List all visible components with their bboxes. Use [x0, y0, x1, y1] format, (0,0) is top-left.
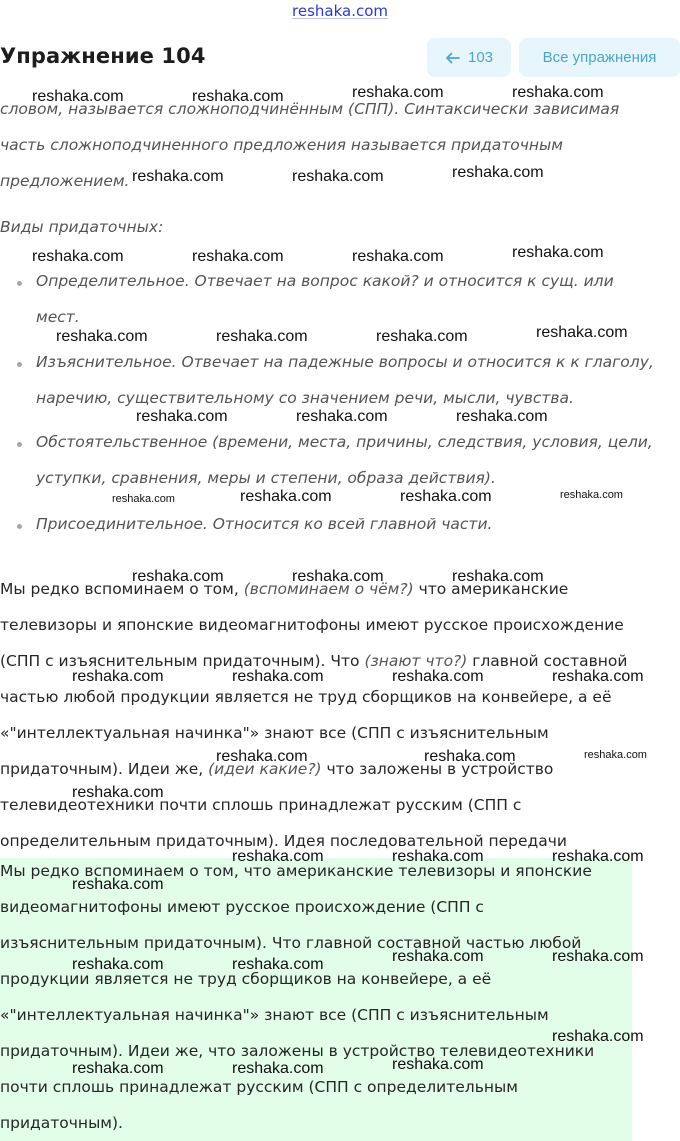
watermark: reshaka.com [136, 408, 228, 425]
watermark: reshaka.com [392, 1056, 484, 1073]
theory-line: часть сложноподчиненного предложения называется придаточным [0, 136, 563, 154]
watermark: reshaka.com [192, 88, 284, 105]
watermark: reshaka.com [352, 248, 444, 265]
watermark: reshaka.com [232, 956, 324, 973]
theory-subheading: Виды придаточных: [0, 218, 164, 236]
watermark: reshaka.com [352, 84, 444, 101]
analysis-line: «"интеллектуальная начинка"» знают все (СПП с изъяснительным [0, 724, 549, 742]
site-link[interactable]: reshaka.com [292, 2, 388, 20]
watermark: reshaka.com [512, 84, 604, 101]
answer-line: Мы редко вспоминаем о том, что американские телевизоры и японские [0, 862, 592, 880]
watermark: reshaka.com [216, 328, 308, 345]
prev-exercise-button[interactable] [427, 38, 511, 77]
list-item: Обстоятельственное (времени, места, причины, следствия, условия, цели, [36, 433, 653, 451]
watermark: reshaka.com [292, 568, 384, 585]
watermark: reshaka.com [292, 168, 384, 185]
answer-line: видеомагнитофоны имеют русское происхождение (СПП с [0, 898, 484, 916]
analysis-line: частью любой продукции является не труд сборщиков на конвейере, а её [0, 688, 612, 706]
analysis-line: определительным придаточным). Идея последовательной передачи [0, 832, 567, 850]
watermark: reshaka.com [232, 1060, 324, 1077]
list-item: Присоединительное. Относится ко всей главной части. [36, 515, 493, 533]
watermark: reshaka.com [72, 784, 164, 801]
watermark: reshaka.com [392, 668, 484, 685]
watermark: reshaka.com [72, 956, 164, 973]
watermark: reshaka.com [424, 748, 516, 765]
watermark: reshaka.com [132, 568, 224, 585]
watermark: reshaka.com [32, 248, 124, 265]
watermark: reshaka.com [376, 328, 468, 345]
theory-line: предложением. [0, 172, 130, 190]
watermark: reshaka.com [216, 748, 308, 765]
list-bullet [17, 362, 22, 367]
watermark: reshaka.com [452, 568, 544, 585]
watermark: reshaka.com [452, 164, 544, 181]
page-title: Упражнение 104 [0, 44, 206, 68]
watermark: reshaka.com [456, 408, 548, 425]
list-bullet [17, 442, 22, 447]
list-bullet [17, 524, 22, 529]
watermark: reshaka.com [512, 244, 604, 261]
watermark: reshaka.com [192, 248, 284, 265]
watermark: reshaka.com [552, 668, 644, 685]
theory-line: словом, называется сложноподчинённым (СПП). Синтаксически зависимая [0, 100, 620, 118]
list-item-cont: мест. [36, 308, 80, 326]
answer-line: продукции является не труд сборщиков на конвейере, а её [0, 970, 492, 988]
arrow-left-icon [445, 52, 460, 64]
watermark: reshaka.com [112, 493, 175, 505]
watermark: reshaka.com [552, 848, 644, 865]
watermark: reshaka.com [296, 408, 388, 425]
watermark: reshaka.com [232, 848, 324, 865]
answer-line: почти сплошь принадлежат русским (СПП с определительным [0, 1078, 518, 1096]
analysis-line: телевизоры и японские видеомагнитофоны имеют русское происхождение [0, 616, 624, 634]
all-exercises-button[interactable] [519, 38, 680, 77]
answer-line: придаточным). Идеи же, что заложены в устройство телевидеотехники [0, 1042, 595, 1060]
watermark: reshaka.com [32, 88, 124, 105]
watermark: reshaka.com [392, 848, 484, 865]
analysis-line: Мы редко вспоминаем о том, (вспоминаем о чём?) что американские [0, 580, 569, 598]
watermark: reshaka.com [132, 168, 224, 185]
analysis-line: (СПП с изъяснительным придаточным). Что (знают что?) главной составной [0, 652, 628, 670]
watermark: reshaka.com [560, 489, 623, 501]
watermark: reshaka.com [552, 1028, 644, 1045]
list-item-cont: уступки, сравнения, меры и степени, образа действия). [36, 469, 496, 487]
watermark: reshaka.com [552, 948, 644, 965]
answer-line: изъяснительным придаточным). Что главной составной частью любой [0, 934, 582, 952]
watermark: reshaka.com [232, 668, 324, 685]
all-exercises-label: Все упражнения [542, 49, 657, 66]
analysis-line: телевидеотехники почти сплошь принадлежат русским (СПП с [0, 796, 522, 814]
watermark: reshaka.com [392, 948, 484, 965]
watermark: reshaka.com [536, 324, 628, 341]
watermark: reshaka.com [72, 668, 164, 685]
watermark: reshaka.com [400, 488, 492, 505]
answer-line: придаточным). [0, 1114, 123, 1132]
list-item: Изъяснительное. Отвечает на падежные вопросы и относится к к глаголу, [36, 353, 654, 371]
watermark: reshaka.com [72, 1060, 164, 1077]
list-bullet [17, 281, 22, 286]
watermark: reshaka.com [240, 488, 332, 505]
watermark: reshaka.com [72, 876, 164, 893]
watermark: reshaka.com [584, 749, 647, 761]
watermark: reshaka.com [56, 328, 148, 345]
list-item-cont: наречию, существительному со значением речи, мысли, чувства. [36, 389, 574, 407]
analysis-line: придаточным). Идеи же, (идеи какие?) что заложены в устройство [0, 760, 554, 778]
answer-line: «"интеллектуальная начинка"» знают все (СПП с изъяснительным [0, 1006, 549, 1024]
prev-exercise-label: 103 [467, 49, 494, 66]
list-item: Определительное. Отвечает на вопрос какой? и относится к сущ. или [36, 272, 614, 290]
